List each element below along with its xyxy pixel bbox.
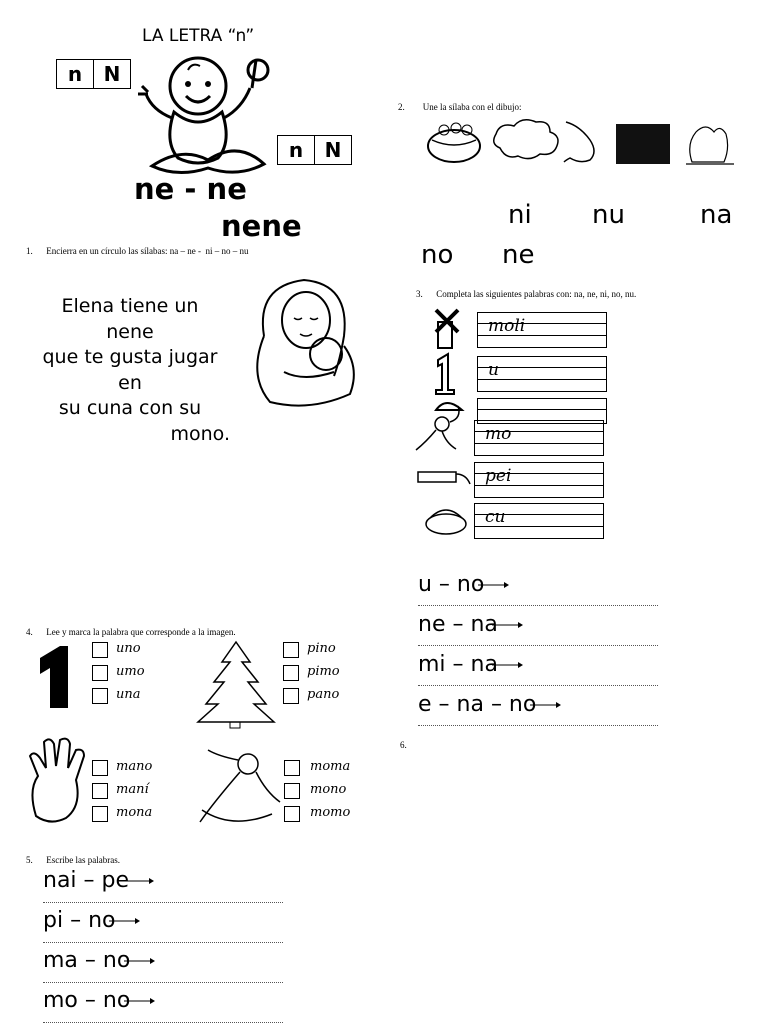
- arrow-icon: [124, 996, 156, 1006]
- cradle-icon: [426, 510, 466, 534]
- letter-upper: N: [314, 136, 351, 164]
- write-box-text: u: [488, 360, 499, 380]
- windmill-icon: [436, 310, 458, 348]
- option-checkbox[interactable]: [92, 665, 108, 681]
- exercise-5-instruction: 5. Escribe las palabras.: [26, 855, 120, 865]
- paragraph-line: su cuna con su: [58, 397, 202, 419]
- syllable-text: ne – na: [418, 612, 498, 637]
- syllable-line[interactable]: [418, 612, 658, 646]
- syllable-no: no: [421, 240, 454, 270]
- writing-line-text: ma – no: [43, 948, 131, 973]
- write-box-text: cu: [485, 507, 506, 527]
- option-label: mano: [116, 759, 153, 774]
- syllable-ne: ne: [502, 240, 535, 270]
- option-label: momo: [310, 805, 351, 820]
- option-checkbox[interactable]: [283, 688, 299, 704]
- writing-line[interactable]: [43, 908, 283, 943]
- arrow-icon: [492, 660, 524, 670]
- letter-upper: N: [93, 60, 130, 88]
- syllable-line[interactable]: [418, 652, 658, 686]
- exercise-3-instruction: 3. Completa las siguientes palabras con: na, ne, ni, no, nu.: [416, 289, 637, 299]
- option-label: pimo: [307, 664, 340, 679]
- option-checkbox[interactable]: [283, 665, 299, 681]
- write-box[interactable]: [474, 420, 604, 456]
- write-box-text: moli: [488, 316, 526, 336]
- option-checkbox[interactable]: [284, 760, 300, 776]
- syllable-text: e – na – no: [418, 692, 537, 717]
- mother-baby-illustration: [244, 276, 360, 408]
- paragraph-line: en: [118, 371, 142, 394]
- exercise-6-label: 6.: [400, 740, 407, 750]
- syllable-text: mi – na: [418, 652, 498, 677]
- syllable-line[interactable]: [418, 572, 658, 606]
- arrow-icon: [530, 700, 562, 710]
- baby-illustration: [134, 48, 276, 178]
- option-checkbox[interactable]: [284, 783, 300, 799]
- monkey-icon: [200, 750, 280, 822]
- cactus-icon: [686, 127, 734, 164]
- option-checkbox[interactable]: [284, 806, 300, 822]
- writing-line[interactable]: [43, 988, 283, 1023]
- writing-line[interactable]: [43, 948, 283, 983]
- word-line-1: ne - ne: [134, 172, 247, 206]
- option-checkbox[interactable]: [92, 783, 108, 799]
- write-box[interactable]: [477, 312, 607, 348]
- option-checkbox[interactable]: [92, 642, 108, 658]
- write-box[interactable]: [474, 503, 604, 539]
- syllable-nu: nu: [592, 200, 625, 230]
- nest-icon: [428, 123, 480, 162]
- option-checkbox[interactable]: [92, 688, 108, 704]
- option-label: pano: [307, 687, 340, 702]
- exercise-3-pictures: [412, 304, 472, 540]
- number-one-icon: [436, 354, 454, 394]
- letter-lower: n: [288, 138, 304, 162]
- letter-lower: n: [67, 62, 83, 86]
- exercise-1-paragraph: [24, 294, 236, 447]
- arrow-icon: [478, 580, 510, 590]
- exercise-2-pictures: [424, 118, 738, 168]
- exercise-4-instruction: 4. Lee y marca la palabra que corresponde a la imagen.: [26, 627, 236, 637]
- write-box[interactable]: [477, 356, 607, 392]
- write-box[interactable]: [474, 462, 604, 498]
- cloud-icon: [494, 120, 558, 159]
- writing-line-text: pi – no: [43, 908, 116, 933]
- option-label: pino: [307, 641, 336, 656]
- option-checkbox[interactable]: [92, 806, 108, 822]
- pine-tree-icon: [198, 642, 274, 728]
- word-line-2: nene: [221, 209, 302, 243]
- arrow-icon: [109, 916, 141, 926]
- page-title: LA LETRA “n”: [142, 26, 255, 46]
- option-checkbox[interactable]: [283, 642, 299, 658]
- paragraph-line: Elena tiene un: [61, 295, 199, 317]
- option-label: uno: [116, 641, 141, 656]
- option-label: mono: [310, 782, 347, 797]
- paragraph-line: nene: [106, 320, 154, 343]
- write-box-text: mo: [485, 424, 512, 444]
- number-one-icon: [40, 646, 68, 708]
- write-box-text: pei: [485, 466, 512, 486]
- exercise-1-instruction: 1. Encierra en un círculo las sílabas: na – ne - ni – no – nu: [26, 246, 249, 256]
- exercise-2-instruction: 2. Une la sílaba con el dibujo:: [398, 102, 522, 112]
- monkey-icon: [416, 406, 459, 450]
- arrow-icon: [492, 620, 524, 630]
- writing-line-text: nai – pe: [43, 868, 130, 893]
- option-label: una: [116, 687, 141, 702]
- letter-box-left: [56, 59, 131, 89]
- writing-line-text: mo – no: [43, 988, 131, 1013]
- option-label: mona: [116, 805, 153, 820]
- paragraph-line: que te gusta jugar: [42, 346, 218, 368]
- hand-icon: [30, 739, 84, 822]
- comb-icon: [418, 472, 470, 484]
- option-label: umo: [116, 664, 145, 679]
- arrow-icon: [124, 956, 156, 966]
- nose-icon: [564, 122, 594, 162]
- arrow-icon: [123, 876, 155, 886]
- option-label: moma: [310, 759, 351, 774]
- black-picture-icon: [616, 124, 670, 164]
- option-label: maní: [116, 782, 149, 797]
- syllable-ni: ni: [508, 200, 532, 230]
- syllable-text: u – no: [418, 572, 485, 597]
- paragraph-line: mono.: [170, 422, 230, 445]
- syllable-na: na: [700, 200, 733, 230]
- letter-box-right: [277, 135, 352, 165]
- writing-line[interactable]: [43, 868, 283, 903]
- syllable-line[interactable]: [418, 692, 658, 726]
- option-checkbox[interactable]: [92, 760, 108, 776]
